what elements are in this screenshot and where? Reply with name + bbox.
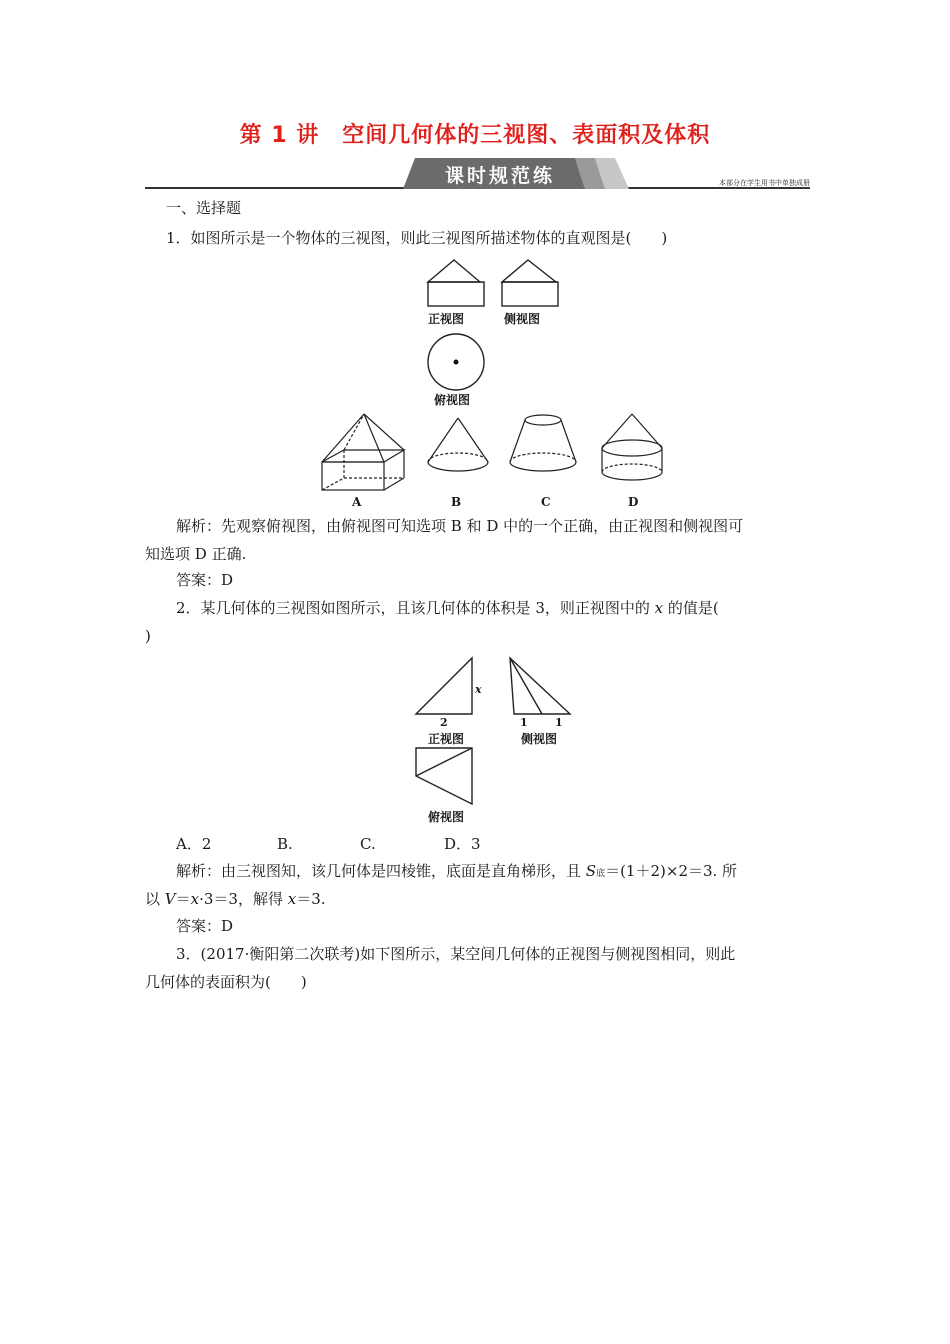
q2-analysis-l2-b: ＝ xyxy=(175,890,191,908)
q2-front-view-figure xyxy=(416,658,472,714)
banner-note: 本部分在学生用书中单独成册 xyxy=(719,179,810,187)
q2-label-2: 2 xyxy=(440,716,448,729)
q1-option-figures xyxy=(318,410,678,514)
q1-analysis-line2: 知选项 D 正确. xyxy=(145,545,247,563)
banner-label: 课时规范练 xyxy=(445,165,556,187)
q3-stem-line1: 3．(2017·衡阳第二次联考)如下图所示，某空间几何体的正视图与侧视图相同，则此 xyxy=(176,945,736,963)
q2-stem-variable: x xyxy=(654,599,664,617)
q1-front-view-figure xyxy=(428,260,484,306)
q2-stem-line1 xyxy=(176,598,719,618)
section-heading: 一、选择题 xyxy=(166,199,242,217)
q2-analysis-l2-c: ·3＝3，解得 xyxy=(199,890,288,908)
q2-label-x: x xyxy=(475,683,482,696)
q2-analysis-l2-d: ＝3. xyxy=(296,890,326,908)
option-d-figure xyxy=(602,414,662,480)
q2-top-view-figure xyxy=(416,748,472,804)
section-banner xyxy=(145,158,810,190)
q1-side-view-label: 侧视图 xyxy=(504,312,541,326)
option-c-figure xyxy=(510,415,576,471)
q1-side-view-figure xyxy=(502,260,558,306)
q2-analysis-V: V xyxy=(164,890,176,908)
q2-choice-b: B. xyxy=(277,835,293,853)
q2-analysis-S: S xyxy=(585,862,597,880)
q2-choice-d: D．3 xyxy=(444,835,481,853)
q2-side-view-figure xyxy=(510,658,570,714)
option-a-figure xyxy=(322,414,404,490)
q1-option-b-label: B xyxy=(451,495,462,509)
q2-front-view-label: 正视图 xyxy=(428,732,465,746)
q2-analysis-line1 xyxy=(176,861,737,884)
q1-analysis-line1: 解析：先观察俯视图，由俯视图可知选项 B 和 D 中的一个正确，由正视图和侧视图可 xyxy=(176,517,744,535)
q2-choice-c: C. xyxy=(360,835,376,853)
q1-option-a-label: A xyxy=(352,495,362,509)
q2-stem-part-a: 2．某几何体的三视图如图所示，且该几何体的体积是 3，则正视图中的 xyxy=(176,599,655,617)
q2-analysis-x2: x xyxy=(287,890,297,908)
q2-analysis-x1: x xyxy=(190,890,200,908)
q1-option-d-label: D xyxy=(628,495,639,509)
lesson-title: 第 1 讲 空间几何体的三视图、表面积及体积 xyxy=(239,123,711,148)
q2-answer: 答案：D xyxy=(176,917,234,935)
q2-analysis-part-a: 解析：由三视图知，该几何体是四棱锥，底面是直角梯形，且 xyxy=(176,862,586,880)
q3-stem-line2: 几何体的表面积为( ) xyxy=(145,973,307,991)
q2-choice-a: A．2 xyxy=(176,835,212,853)
q2-top-view-label: 俯视图 xyxy=(428,810,465,824)
q1-top-view-center-dot xyxy=(454,360,459,365)
q2-stem-line2: ) xyxy=(145,627,151,645)
q2-analysis-part-b: ＝(1＋2)×2＝3. 所 xyxy=(605,862,738,880)
q2-label-1b: 1 xyxy=(555,716,563,729)
q2-label-1a: 1 xyxy=(520,716,528,729)
q1-front-view-label: 正视图 xyxy=(428,312,465,326)
q1-answer: 答案：D xyxy=(176,571,234,589)
q2-side-view-label: 侧视图 xyxy=(521,732,558,746)
q2-analysis-subscript: 底 xyxy=(596,869,606,879)
q2-analysis-line2 xyxy=(145,889,326,909)
q2-analysis-l2-a: 以 xyxy=(145,890,165,908)
q2-stem-part-b: 的值是( xyxy=(663,599,719,617)
q1-option-c-label: C xyxy=(541,495,551,509)
option-b-figure xyxy=(428,418,488,471)
q1-stem: 1．如图所示是一个物体的三视图，则此三视图所描述物体的直观图是( ) xyxy=(166,229,668,247)
q1-top-view-label: 俯视图 xyxy=(434,393,471,407)
